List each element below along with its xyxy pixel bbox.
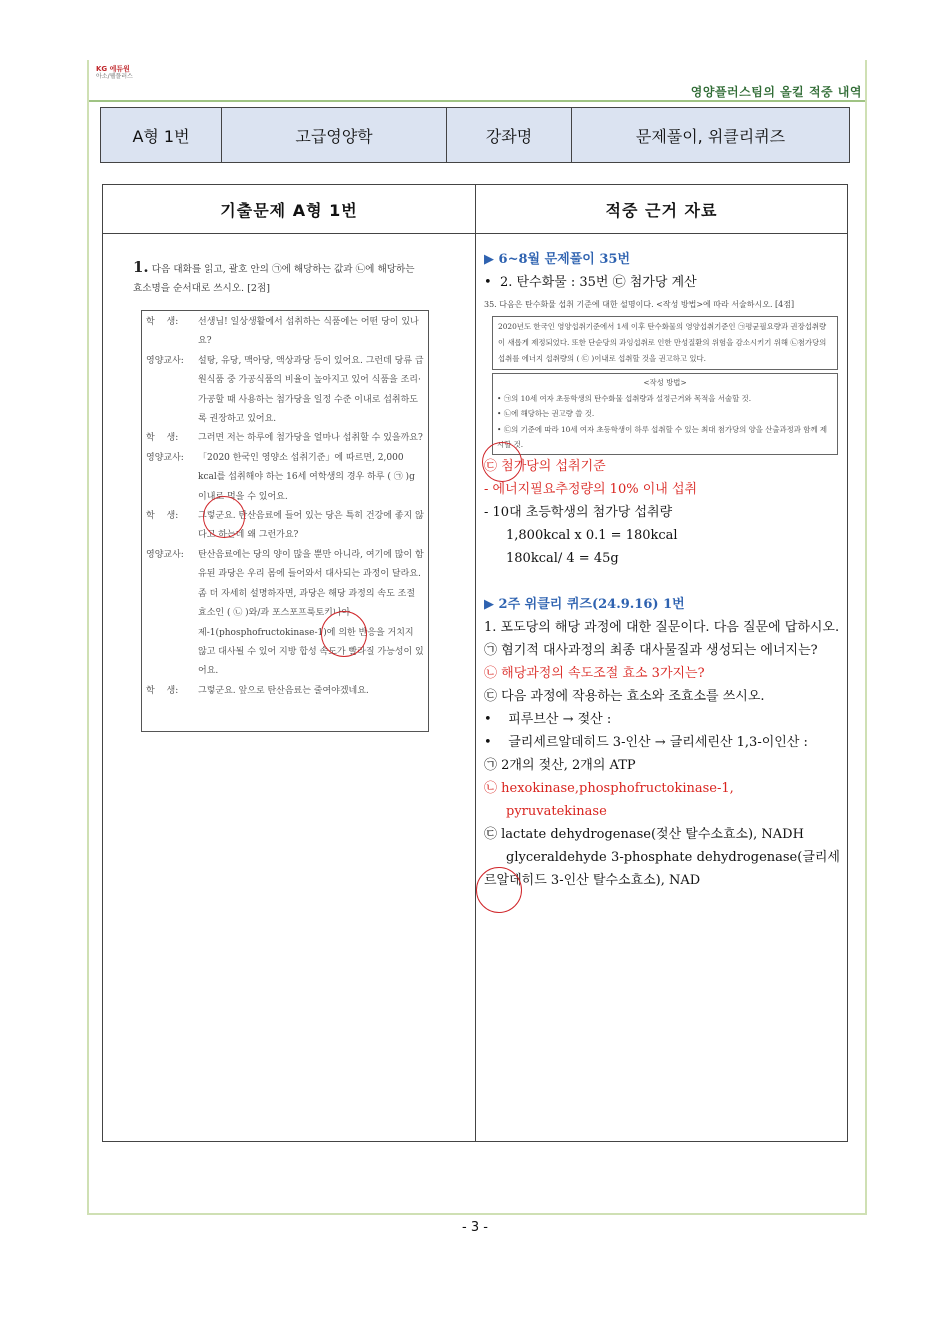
scan-question: 35. 다음은 탄수화물 섭취 기준에 대한 설명이다. <작성 방법>에 따라 서술하시오. [4점] — [484, 300, 795, 309]
dialogue-line — [146, 429, 424, 448]
sugar-standard-limit: - 에너지필요추정량의 10% 이내 섭취 — [484, 481, 698, 497]
scan-instructions — [492, 373, 838, 455]
quiz-item-b: ㉡ 해당과정의 속도조절 효소 3가지는? — [484, 665, 705, 681]
speaker-text: 선생님! 일상생활에서 섭취하는 식품에는 어떤 당이 있나요? — [198, 317, 419, 347]
evidence-cell — [476, 234, 848, 1142]
course-label: 강좌명 — [447, 108, 572, 163]
page-number: - 3 - — [462, 1220, 488, 1235]
quiz-item-a: ㉠ 혐기적 대사과정의 최종 대사물질과 생성되는 에너지는? — [484, 642, 818, 658]
right-column-header: 적중 근거 자료 — [476, 185, 848, 234]
company-logo — [96, 66, 133, 80]
speaker-label: 학 생: — [146, 433, 179, 444]
quiz-subitem: • 피루브산 → 젖산 : — [484, 711, 612, 727]
highlight-circle — [482, 442, 522, 482]
header-title: 영양플러스팀의 올킬 적중 내역 — [690, 85, 862, 99]
answer-c-continued: glyceraldehyde 3-phosphate dehydrogenase(글리세르알데히드 3-인산 탈수소효소), NAD — [484, 849, 840, 888]
sugar-standard-heading: ㉢ 첨가당의 섭취기준 — [484, 458, 606, 474]
section2-title: ▶ 2주 위클리 퀴즈(24.9.16) 1번 — [484, 596, 685, 612]
speaker-label: 영양교사: — [146, 549, 184, 560]
section1-title: ▶ 6~8월 문제풀이 35번 — [484, 252, 630, 267]
course-name: 문제풀이, 위클리퀴즈 — [572, 108, 850, 163]
exam-question-cell — [103, 234, 476, 1142]
dialogue-box — [141, 310, 429, 732]
info-table — [100, 107, 850, 163]
speaker-label: 영양교사: — [146, 452, 184, 463]
quiz-question: 1. 포도당의 해당 과정에 대한 질문이다. 다음 질문에 답하시오. — [484, 619, 840, 635]
scan-passage: 2020년도 한국인 영양섭취기준에서 1세 이후 탄수화물의 영양섭취기준인 ㉠평균필요량과 권장섭취량이 새롭게 제정되었다. 또한 단순당의 과잉섭취로 인한 만성질환의 위험을 감소시키기 위해 ㉡첨가당의 섭취를 에너지 섭취량의 ( ㉢ )이내로 섭취할 것을 권고하고 있다. — [492, 316, 838, 370]
question-number: 1. — [133, 258, 149, 276]
highlight-circle — [476, 867, 522, 913]
section1-bullet: • 2. 탄수화물 : 35번 ㉢ 첨가당 계산 — [484, 275, 697, 290]
scan-instructions-title: <작성 방법> — [643, 378, 687, 387]
scan-item: • ㉠의 10세 여자 초등학생의 탄수화물 섭취량과 설정근거와 목적을 서술할 것. — [497, 393, 752, 403]
speaker-label: 학 생: — [146, 685, 179, 696]
question-prompt-2: 효소명을 순서대로 쓰시오. [2점] — [133, 283, 270, 294]
sugar-intake-label: - 10대 초등학생의 첨가당 섭취량 — [484, 504, 673, 520]
speaker-label: 학 생: — [146, 511, 179, 522]
scan-item: • ㉡에 해당하는 권고량 쓸 것. — [497, 409, 595, 418]
exam-question — [133, 258, 453, 298]
logo-brand: KG 에듀원 — [96, 65, 130, 73]
speaker-text: 그렇군요. 앞으로 탄산음료는 줄여야겠네요. — [198, 685, 369, 696]
speaker-text: 「2020 한국인 영양소 섭취기준」에 따르면, 2,000 kcal를 섭취해야 하는 16세 여학생의 경우 하루 ( ㉠ )g 이내로 먹을 수 있어요. — [198, 452, 415, 502]
speaker-text: 그렇군요. 탄산음료에 들어 있는 당은 특히 건강에 좋지 않다고 하는데 왜 그런가요? — [198, 511, 424, 541]
question-type: A형 1번 — [101, 108, 222, 163]
left-column-header: 기출문제 A형 1번 — [103, 185, 476, 234]
dialogue-line — [146, 682, 424, 701]
highlight-circle — [203, 496, 245, 538]
quiz-item-c: ㉢ 다음 과정에 작용하는 효소와 조효소를 쓰시오. — [484, 688, 765, 704]
header-divider — [89, 100, 865, 102]
dialogue-line — [146, 352, 424, 430]
sugar-calc-1: 1,800kcal x 0.1 = 180kcal — [506, 527, 678, 543]
sugar-calc-2: 180kcal/ 4 = 45g — [506, 550, 619, 566]
speaker-label: 영양교사: — [146, 355, 184, 366]
highlight-circle — [321, 611, 367, 657]
scan-item: • ㉢의 기준에 따라 10세 여자 초등학생이 하루 섭취할 수 있는 최대 첨가당의 양을 산출과정과 함께 제시할 것. — [497, 424, 828, 449]
dialogue-line — [146, 313, 424, 352]
speaker-text: 그러면 저는 하루에 첨가당을 얼마나 섭취할 수 있을까요? — [198, 433, 423, 444]
dialogue-line — [146, 546, 424, 682]
main-table — [102, 184, 848, 1142]
subject-name: 고급영양학 — [222, 108, 447, 163]
quiz-subitem: • 글리세르알데히드 3-인산 → 글리세린산 1,3-이인산 : — [484, 734, 808, 750]
answer-b: ㉡ hexokinase,phosphofructokinase-1, pyruvatekinase — [484, 780, 734, 819]
answer-a: ㉠ 2개의 젖산, 2개의 ATP — [484, 757, 636, 773]
answer-c: ㉢ lactate dehydrogenase(젖산 탈수소효소), NADH — [484, 826, 804, 842]
logo-sub: 아소/웰플러스 — [96, 73, 133, 80]
dialogue-line — [146, 449, 424, 507]
dialogue-line — [146, 507, 424, 546]
speaker-label: 학 생: — [146, 317, 179, 327]
speaker-text: 탄산음료에는 당의 양이 많을 뿐만 아니라, 여기에 많이 함유된 과당은 우리 몸에 들어와서 대사되는 과정이 달라요. 좀 더 자세히 설명하자면, 과당은 해당 과정의 속도 조절 효소인 ( ㉡ )와/과 포스포프룩토키나아제-1(phosphofructokinase-1)에 의한 반응을 거치지 않고 대사될 수 있어 지방 합성 속도가 빨라질 가능성이 있어요. — [198, 549, 424, 677]
question-prompt-1: 다음 대화를 읽고, 괄호 안의 ㉠에 해당하는 값과 ㉡에 해당하는 — [151, 264, 415, 275]
speaker-text: 설탕, 유당, 맥아당, 액상과당 등이 있어요. 그런데 당류 급원식품 중 가공식품의 비율이 높아지고 있어 식품을 조리·가공할 때 사용하는 첨가당을 일정 수준 이내로 섭취하도록 권장하고 있어요. — [198, 355, 424, 425]
